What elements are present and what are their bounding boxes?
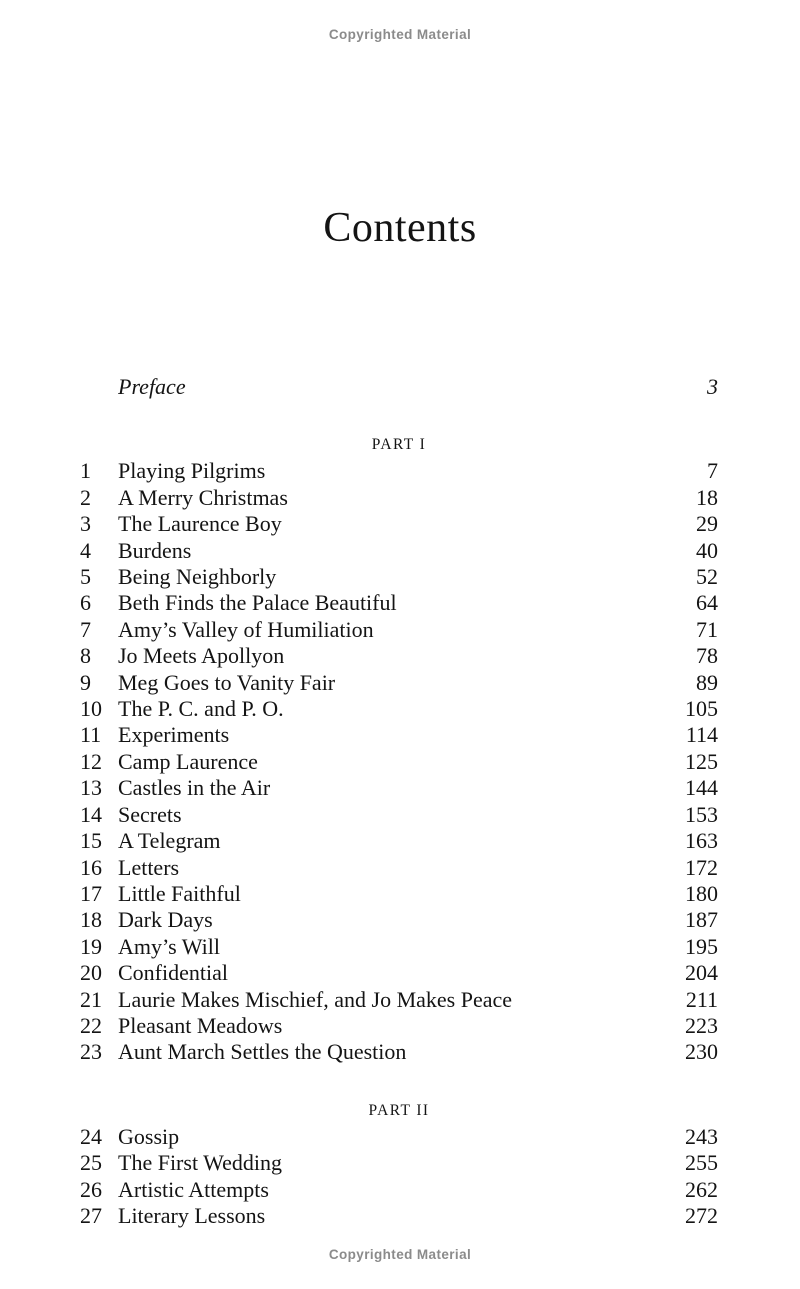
chapter-page: 125: [685, 748, 718, 774]
part-rows: [80, 1124, 718, 1230]
table-row: [80, 485, 718, 511]
chapter-title: Little Faithful: [118, 880, 241, 906]
chapter-page: 195: [685, 933, 718, 959]
table-row: [80, 1203, 718, 1229]
chapter-title: Beth Finds the Palace Beautiful: [118, 590, 397, 616]
part-heading: PART II: [368, 1101, 430, 1119]
chapter-number: 15: [80, 828, 102, 854]
table-row: [80, 802, 718, 828]
chapter-number: 18: [80, 907, 102, 933]
chapter-title: Pleasant Meadows: [118, 1012, 283, 1038]
table-row: [80, 881, 718, 907]
chapter-page: 262: [685, 1176, 718, 1202]
chapter-number: 23: [80, 1039, 102, 1065]
chapter-number: 11: [80, 722, 102, 748]
chapter-number: 1: [80, 458, 91, 484]
chapter-page: 114: [685, 722, 718, 748]
chapter-page: 255: [685, 1150, 718, 1176]
chapter-number: 26: [80, 1176, 102, 1202]
chapter-page: 204: [685, 960, 718, 986]
chapter-page: 163: [685, 828, 718, 854]
toc-parts: [80, 436, 718, 1229]
chapter-number: 21: [80, 986, 102, 1012]
chapter-page: 64: [696, 590, 718, 616]
table-row: [80, 696, 718, 722]
table-row: [80, 1124, 718, 1150]
chapter-title: Secrets: [118, 801, 182, 827]
chapter-number: 9: [80, 669, 91, 695]
chapter-title: Playing Pilgrims: [118, 458, 266, 484]
chapter-title: The P. C. and P. O.: [118, 696, 284, 722]
table-row: [80, 1039, 718, 1065]
table-row: [80, 828, 718, 854]
table-row: [80, 1150, 718, 1176]
chapter-title: Dark Days: [118, 907, 213, 933]
chapter-title: Meg Goes to Vanity Fair: [118, 669, 336, 695]
chapter-title: Laurie Makes Mischief, and Jo Makes Peace: [118, 986, 513, 1012]
chapter-title: Confidential: [118, 960, 228, 986]
table-row: [80, 617, 718, 643]
chapter-title: The First Wedding: [118, 1150, 283, 1176]
chapter-page: 187: [685, 907, 718, 933]
chapter-number: 12: [80, 748, 102, 774]
chapter-title: Letters: [118, 854, 180, 880]
table-row: [80, 749, 718, 775]
chapter-number: 14: [80, 801, 102, 827]
chapter-number: 16: [80, 854, 102, 880]
table-row: [80, 590, 718, 616]
table-row: [80, 775, 718, 801]
chapter-number: 10: [80, 696, 102, 722]
chapter-page: 29: [696, 511, 718, 537]
chapter-title: Camp Laurence: [118, 748, 258, 774]
preface-row: [80, 374, 718, 400]
chapter-number: 13: [80, 775, 102, 801]
chapter-number: 7: [80, 616, 91, 642]
table-row: [80, 1013, 718, 1039]
chapter-title: Literary Lessons: [118, 1202, 266, 1228]
chapter-title: Jo Meets Apollyon: [118, 643, 285, 669]
chapter-page: 7: [707, 458, 718, 484]
chapter-page: 172: [685, 854, 718, 880]
chapter-page: 272: [685, 1202, 718, 1228]
chapter-page: 223: [685, 1012, 718, 1038]
chapter-number: 22: [80, 1012, 102, 1038]
page-title: Contents: [323, 205, 477, 252]
table-row: [80, 1177, 718, 1203]
chapter-page: 105: [685, 696, 718, 722]
chapter-page: 18: [696, 484, 718, 510]
chapter-page: 89: [696, 669, 718, 695]
chapter-number: 17: [80, 880, 102, 906]
chapter-number: 25: [80, 1150, 102, 1176]
table-row: [80, 855, 718, 881]
chapter-number: 19: [80, 933, 102, 959]
table-row: [80, 538, 718, 564]
chapter-number: 6: [80, 590, 91, 616]
chapter-number: 24: [80, 1123, 102, 1149]
chapter-title: The Laurence Boy: [118, 511, 282, 537]
table-row: [80, 987, 718, 1013]
chapter-title: Burdens: [118, 537, 192, 563]
chapter-title: Aunt March Settles the Question: [118, 1039, 407, 1065]
chapter-page: 243: [685, 1123, 718, 1149]
chapter-title: Being Neighborly: [118, 564, 277, 590]
table-row: [80, 643, 718, 669]
table-of-contents: [80, 374, 718, 1229]
chapter-number: 20: [80, 960, 102, 986]
chapter-page: 52: [696, 564, 718, 590]
chapter-number: 27: [80, 1202, 102, 1228]
chapter-number: 5: [80, 564, 91, 590]
copyright-notice-top: Copyrighted Material: [328, 27, 472, 42]
table-row: [80, 564, 718, 590]
chapter-page: 211: [685, 986, 718, 1012]
chapter-page: 180: [685, 880, 718, 906]
table-row: [80, 934, 718, 960]
chapter-number: 3: [80, 511, 91, 537]
chapter-title: Artistic Attempts: [118, 1176, 269, 1202]
chapter-title: Castles in the Air: [118, 775, 271, 801]
preface-page-number: 3: [707, 374, 718, 399]
chapter-number: 2: [80, 484, 91, 510]
preface-label: Preface: [118, 374, 186, 399]
chapter-page: 153: [685, 801, 718, 827]
chapter-number: 8: [80, 643, 91, 669]
chapter-title: Amy’s Valley of Humiliation: [118, 616, 374, 642]
chapter-page: 40: [696, 537, 718, 563]
chapter-title: Experiments: [118, 722, 230, 748]
chapter-number: 4: [80, 537, 91, 563]
chapter-page: 144: [685, 775, 718, 801]
table-row: [80, 511, 718, 537]
table-row: [80, 458, 718, 484]
table-row: [80, 960, 718, 986]
chapter-page: 230: [685, 1039, 718, 1065]
chapter-title: A Telegram: [118, 828, 221, 854]
toc-part: [80, 436, 718, 1065]
part-rows: [80, 458, 718, 1065]
toc-part: [80, 1102, 718, 1230]
part-heading: PART I: [371, 436, 427, 454]
chapter-title: Gossip: [118, 1123, 180, 1149]
chapter-title: Amy’s Will: [118, 933, 220, 959]
table-row: [80, 722, 718, 748]
copyright-notice-bottom: Copyrighted Material: [328, 1247, 472, 1262]
chapter-title: A Merry Christmas: [118, 484, 288, 510]
table-row: [80, 670, 718, 696]
chapter-page: 71: [696, 616, 718, 642]
chapter-page: 78: [696, 643, 718, 669]
table-row: [80, 907, 718, 933]
